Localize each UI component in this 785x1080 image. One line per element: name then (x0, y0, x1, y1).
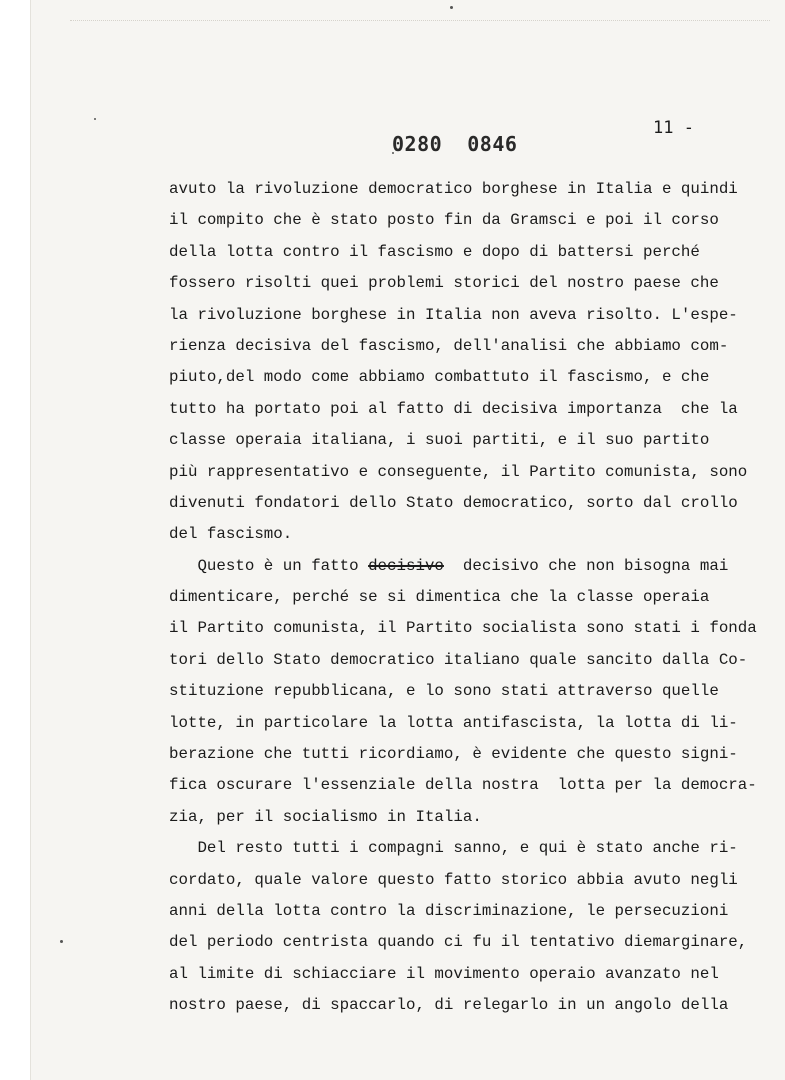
typewritten-text (169, 174, 769, 1022)
text-line: al limite di schiacciare il movimento operaio avanzato nel (169, 964, 719, 983)
text-fragment: decisivo che non bisogna mai (443, 556, 729, 575)
text-line: la rivoluzione borghese in Italia non aveva risolto. L'espe- (169, 305, 738, 324)
struck-out-word: decisivo (368, 556, 444, 575)
text-line (169, 551, 769, 582)
ink-speck (60, 940, 63, 943)
page-top-edge (70, 20, 770, 21)
text-line: Del resto tutti i compagni sanno, e qui è stato anche ri- (169, 839, 738, 858)
text-line: tori dello Stato democratico italiano quale sancito dalla Co- (169, 650, 748, 669)
text-line: del fascismo. (169, 525, 293, 544)
text-line: cordato, quale valore questo fatto storico abbia avuto negli (169, 870, 738, 889)
text-line: zia, per il socialismo in Italia. (169, 807, 482, 826)
text-line: il compito che è stato posto fin da Gramsci e poi il corso (169, 211, 719, 230)
text-line: più rappresentativo e conseguente, il Partito comunista, sono (169, 462, 748, 481)
text-line: berazione che tutti ricordiamo, è evidente che questo signi- (169, 745, 738, 764)
text-line: stituzione repubblicana, e lo sono stati attraverso quelle (169, 682, 719, 701)
text-line: tutto ha portato poi al fatto di decisiva importanza che la (169, 399, 738, 418)
text-line: classe operaia italiana, i suoi partiti, e il suo partito (169, 431, 710, 450)
text-line: rienza decisiva del fascismo, dell'analisi che abbiamo com- (169, 336, 729, 355)
text-line: della lotta contro il fascismo e dopo di battersi perché (169, 242, 700, 261)
text-line: avuto la rivoluzione democratico borghese in Italia e quindi (169, 180, 738, 198)
text-line: dimenticare, perché se si dimentica che la classe operaia (169, 588, 710, 607)
ink-speck (450, 6, 453, 9)
page-number: 11 - (653, 118, 694, 138)
archive-stamp-code: 0280 0846 (392, 132, 518, 156)
text-line: nostro paese, di spaccarlo, di relegarlo in un angolo della (169, 996, 729, 1015)
text-line: fica oscurare l'essenziale della nostra lotta per la democra- (169, 776, 757, 795)
text-line: fossero risolti quei problemi storici del nostro paese che (169, 274, 719, 293)
text-line: piuto,del modo come abbiamo combattuto il fascismo, e che (169, 368, 710, 387)
text-line: il Partito comunista, il Partito socialista sono stati i fonda (169, 619, 757, 638)
text-line: lotte, in particolare la lotta antifascista, la lotta di li- (169, 713, 738, 732)
text-line: anni della lotta contro la discriminazione, le persecuzioni (169, 901, 729, 920)
ink-speck (94, 118, 96, 120)
text-fragment: Questo è un fatto (169, 556, 369, 575)
text-line: divenuti fondatori dello Stato democratico, sorto dal crollo (169, 493, 738, 512)
text-line: del periodo centrista quando ci fu il tentativo diemarginare, (169, 933, 748, 952)
